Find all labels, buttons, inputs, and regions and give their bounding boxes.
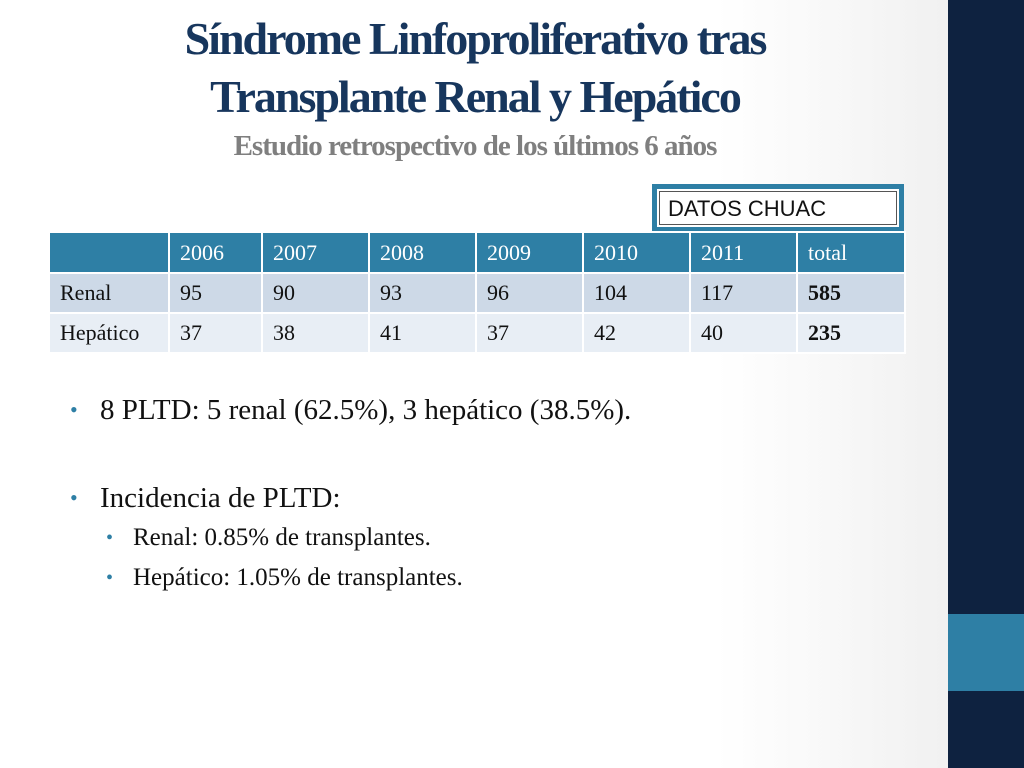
- header-cell-2006: 2006: [169, 232, 262, 273]
- header-cell-2007: 2007: [262, 232, 369, 273]
- table-cell: 90: [262, 273, 369, 313]
- sub-bullet-item: [70, 518, 631, 558]
- row-label: Hepático: [49, 313, 169, 353]
- header-cell-total: total: [797, 232, 905, 273]
- transplant-table: [48, 231, 906, 354]
- table-cell: 37: [169, 313, 262, 353]
- table-cell: 93: [369, 273, 476, 313]
- table-cell: 117: [690, 273, 797, 313]
- row-label: Renal: [49, 273, 169, 313]
- table-header-row: [49, 232, 905, 273]
- table-cell: 104: [583, 273, 690, 313]
- sidebar-accent-block: [948, 614, 1024, 691]
- table-cell: 41: [369, 313, 476, 353]
- title-line-2: Transplante Renal y Hepático: [210, 71, 740, 122]
- bullet-item: [70, 478, 631, 518]
- header-cell-empty: [49, 232, 169, 273]
- total-cell: 585: [797, 273, 905, 313]
- sub-bullet-item: [70, 558, 631, 598]
- total-cell: 235: [797, 313, 905, 353]
- source-label-box: [652, 184, 904, 232]
- table-cell: 37: [476, 313, 583, 353]
- bullet-list: [70, 390, 631, 598]
- source-label: DATOS CHUAC: [659, 191, 897, 225]
- table-cell: 95: [169, 273, 262, 313]
- header-cell-2009: 2009: [476, 232, 583, 273]
- header-cell-2011: 2011: [690, 232, 797, 273]
- slide-subtitle: Estudio retrospectivo de los últimos 6 años: [233, 130, 717, 162]
- slide-title: [20, 10, 930, 126]
- bullet-dot-icon: •: [106, 567, 114, 589]
- table-cell: 38: [262, 313, 369, 353]
- table-cell: 96: [476, 273, 583, 313]
- table-cell: 40: [690, 313, 797, 353]
- table-row-hepatico: [49, 313, 905, 353]
- bullet-item: [70, 390, 631, 430]
- table-cell: 42: [583, 313, 690, 353]
- bullet-dot-icon: •: [70, 485, 78, 510]
- bullet-text: 8 PLTD: 5 renal (62.5%), 3 hepático (38.5%).: [100, 394, 632, 426]
- bullet-text: Renal: 0.85% de transplantes.: [133, 524, 431, 551]
- bullet-text: Hepático: 1.05% de transplantes.: [133, 564, 463, 591]
- bullet-dot-icon: •: [106, 527, 114, 549]
- bullet-text: Incidencia de PLTD:: [100, 482, 341, 514]
- header-cell-2010: 2010: [583, 232, 690, 273]
- header-cell-2008: 2008: [369, 232, 476, 273]
- bullet-dot-icon: •: [70, 397, 78, 422]
- table-row-renal: [49, 273, 905, 313]
- title-line-1: Síndrome Linfoproliferativo tras: [184, 13, 766, 64]
